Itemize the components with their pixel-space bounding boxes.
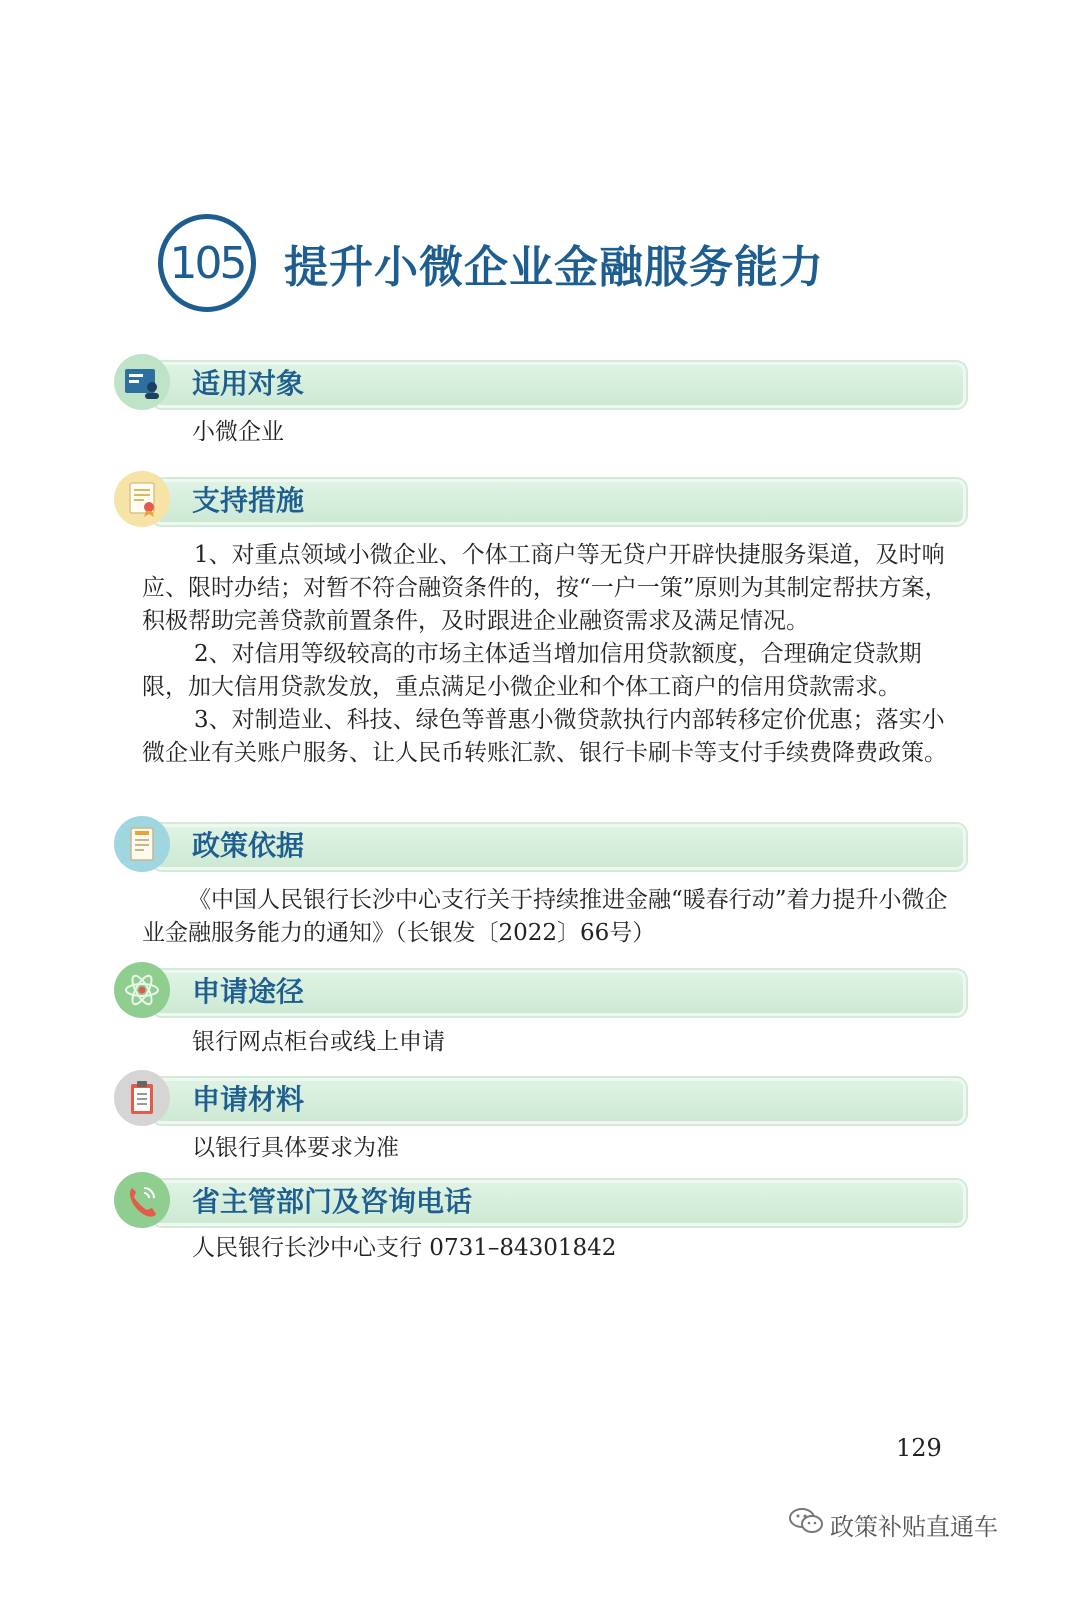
section-title: 省主管部门及咨询电话 <box>192 1185 473 1218</box>
section-title: 支持措施 <box>192 484 305 517</box>
document-icon <box>114 816 170 872</box>
section-title: 申请材料 <box>192 1083 305 1116</box>
measure-paragraph: 1、对重点领域小微企业、个体工商户等无贷户开辟快捷服务渠道，及时响应、限时办结；对暂不符合融资条件的，按“一户一策”原则为其制定帮扶方案，积极帮助完善贷款前置条件，及时跟进企业融资需求及满足情况。 <box>142 542 948 634</box>
section-materials <box>114 1066 966 1165</box>
section-applicable <box>114 350 966 449</box>
section-header <box>114 812 966 874</box>
person-card-icon <box>114 354 170 410</box>
section-body: 人民银行长沙中心支行 0731–84301842 <box>192 1235 617 1261</box>
clipboard-icon <box>114 1070 170 1126</box>
wechat-icon <box>788 1506 830 1542</box>
section-body <box>114 884 966 950</box>
section-header <box>114 1066 966 1128</box>
section-contact <box>114 1168 966 1265</box>
phone-icon <box>114 1172 170 1228</box>
measure-paragraph: 2、对信用等级较高的市场主体适当增加信用贷款额度，合理确定贷款期限，加大信用贷款发放，重点满足小微企业和个体工商户的信用贷款需求。 <box>142 641 922 700</box>
page-number: 129 <box>896 1434 942 1462</box>
title-row <box>158 214 824 312</box>
section-title: 申请途径 <box>192 975 305 1008</box>
policy-paragraph: 《中国人民银行长沙中心支行关于持续推进金融“暖春行动”着力提升小微企业金融服务能力的通知》（长银发〔2022〕66号） <box>142 887 948 946</box>
page-title: 提升小微企业金融服务能力 <box>284 242 824 293</box>
section-title: 适用对象 <box>192 367 305 400</box>
certificate-icon <box>114 471 170 527</box>
section-header <box>114 467 966 529</box>
section-body: 小微企业 <box>192 419 284 445</box>
atom-icon <box>114 962 170 1018</box>
footer-watermark <box>788 1506 998 1542</box>
section-policy-basis <box>114 812 966 950</box>
footer-text: 政策补贴直通车 <box>830 1512 998 1541</box>
section-body <box>114 539 966 770</box>
section-header <box>114 958 966 1020</box>
section-measures <box>114 467 966 770</box>
section-header <box>114 1168 966 1230</box>
section-body: 以银行具体要求为准 <box>192 1135 399 1161</box>
section-apply-channel <box>114 958 966 1059</box>
title-number-badge: 105 <box>158 214 256 312</box>
section-body: 银行网点柜台或线上申请 <box>192 1029 445 1055</box>
section-title: 政策依据 <box>192 829 305 862</box>
section-header <box>114 350 966 412</box>
measure-paragraph: 3、对制造业、科技、绿色等普惠小微贷款执行内部转移定价优惠；落实小微企业有关账户服务、让人民币转账汇款、银行卡刷卡等支付手续费降费政策。 <box>142 707 947 766</box>
